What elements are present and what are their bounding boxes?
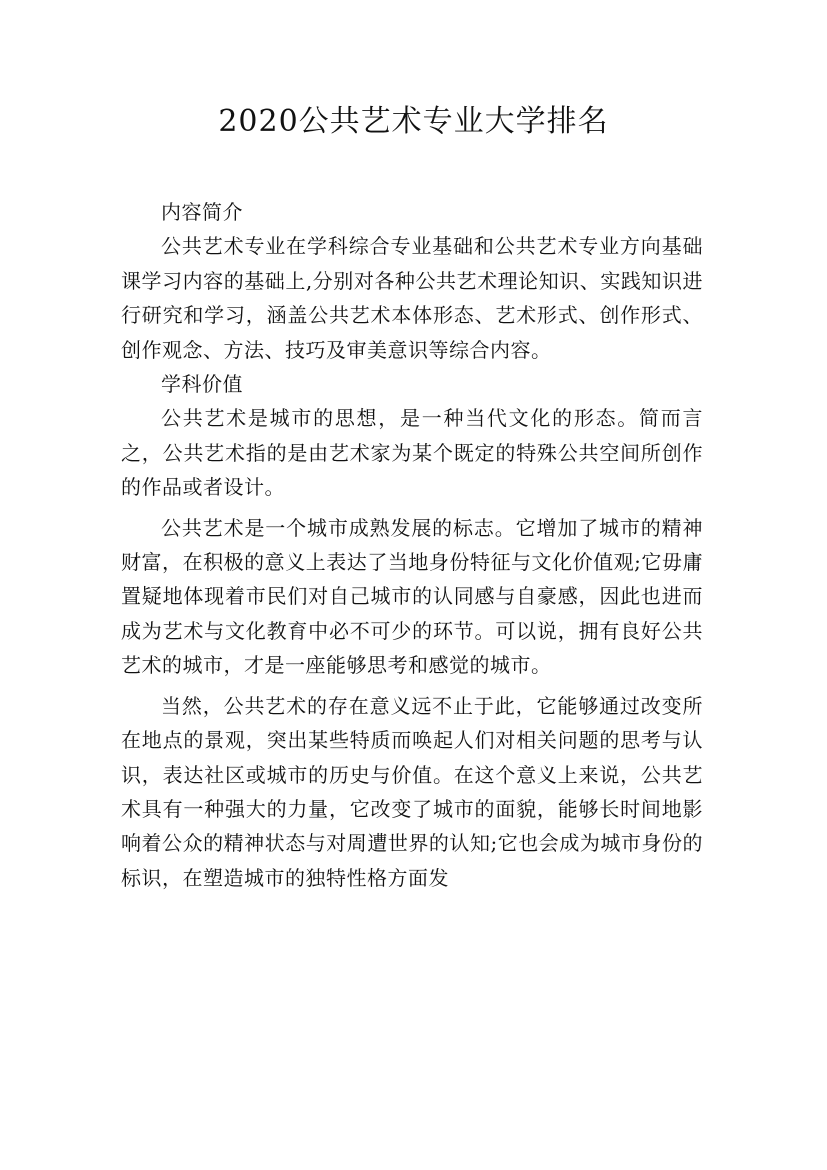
document-body bbox=[121, 195, 703, 895]
section-heading-value: 学科价值 bbox=[161, 372, 243, 397]
paragraph-value-3: 当然，公共艺术的存在意义远不止于此，它能够通过改变所在地点的景观，突出某些特质而唤起人们对相关问题的思考与认识，表达社区或城市的历史与价值。在这个意义上来说，公共艺术具有一种强大的力量，它改变了城市的面貌，能够长时间地影响着公众的精神状态与对周遭世界的认知;它也会成为城市身份的标识，在塑造城市的独特性格方面发 bbox=[121, 693, 703, 890]
document-title: 2020公共艺术专业大学排名 bbox=[218, 104, 609, 139]
paragraph-intro: 公共艺术专业在学科综合专业基础和公共艺术专业方向基础课学习内容的基础上,分别对各种公共艺术理论知识、实践知识进行研究和学习，涵盖公共艺术本体形态、艺术形式、创作形式、创作观念、方法、技巧及审美意识等综合内容。 bbox=[121, 234, 703, 362]
paragraph-value-2: 公共艺术是一个城市成熟发展的标志。它增加了城市的精神财富，在积极的意义上表达了当地身份特征与文化价值观;它毋庸置疑地体现着市民们对自己城市的认同感与自豪感，因此也进而成为艺术与文化教育中必不可少的环节。可以说，拥有良好公共艺术的城市，才是一座能够思考和感觉的城市。 bbox=[121, 515, 703, 678]
paragraph-value-1: 公共艺术是城市的思想，是一种当代文化的形态。简而言之，公共艺术指的是由艺术家为某个既定的特殊公共空间所创作的作品或者设计。 bbox=[121, 406, 703, 500]
section-heading-intro: 内容简介 bbox=[161, 200, 243, 224]
